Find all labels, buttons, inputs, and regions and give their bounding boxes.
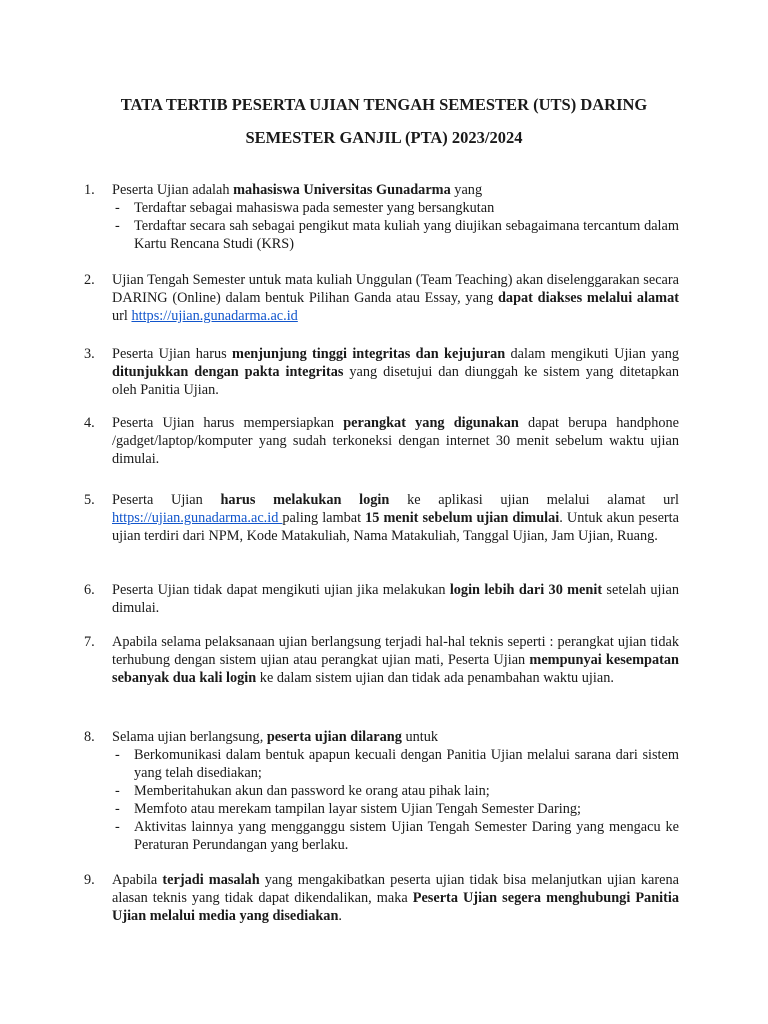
bold-text: perangkat yang digunakan [343,415,519,431]
dash-bullet: - [115,801,120,817]
bold-text: terjadi masalah [162,872,260,888]
bold-text: mahasiswa Universitas Gunadarma [233,182,451,198]
dash-bullet: - [115,218,120,234]
dash-bullet: - [115,200,120,216]
rule-number: 5. [84,492,95,508]
rule-text [112,871,679,925]
bold-text: Peserta Ujian segera menghubungi Panitia Ujian melalui media yang disediakan [112,890,680,924]
sub-list-item [112,199,679,217]
rule-item-5 [84,491,679,545]
rule-text [112,491,679,545]
sub-item-text: Berkomunikasi dalam bentuk apapun kecuali dengan Panitia Ujian melalui sarana dari sistem yang telah disediakan; [134,747,679,781]
plain-text: Peserta Ujian harus [112,346,233,362]
rule-number: 2. [84,272,95,288]
bold-text: login lebih dari 30 menit [449,582,603,598]
sub-item-text: Aktivitas lainnya yang mengganggu sistem Ujian Tengah Semester Daring yang mengacu ke Peraturan Perundangan yang berlaku. [134,819,679,853]
rule-text [112,414,679,468]
plain-text: . Untuk akun peserta ujian terdiri dari NPM, Kode Matakuliah, Nama Matakuliah, Tanggal Ujian, Jam Ujian, Ruang. [112,510,679,544]
bold-text: harus melakukan login [220,492,390,508]
title-line-2: SEMESTER GANJIL (PTA) 2023/2024 [245,128,523,147]
plain-text: ke dalam sistem ujian dan tidak ada penambahan waktu ujian. [256,670,614,686]
document-title [60,88,708,154]
rule-text [112,581,679,617]
rule-item-8 [84,728,679,854]
plain-text: yang disetujui dan diunggah ke sistem yang ditetapkan oleh Panitia Ujian. [112,364,679,398]
rule-number: 3. [84,346,95,362]
bold-text: dapat diakses melalui alamat [497,290,680,306]
rule-item-7 [84,633,680,687]
bold-text: mempunyai kesempatan sebanyak dua kali login [112,652,680,686]
plain-text: dalam mengikuti Ujian yang [505,346,680,362]
rule-text [112,181,679,199]
plain-text: yang [450,182,483,198]
rule-item-1 [84,181,679,253]
rule-text [112,345,679,399]
dash-bullet: - [115,819,120,835]
rule-item-2 [84,271,680,325]
sub-list-item [112,800,679,818]
plain-text: Apabila [112,872,163,888]
rule-text [112,633,679,687]
plain-text: dapat berupa handphone /gadget/laptop/komputer yang sudah terkoneksi dengan internet 30 menit sebelum waktu ujian dimulai. [112,415,679,467]
rule-number: 7. [84,634,95,650]
rule-item-3 [84,345,680,399]
rule-item-4 [84,414,679,468]
sub-list-item [112,818,679,854]
sub-item-text: Memfoto atau merekam tampilan layar sistem Ujian Tengah Semester Daring; [134,801,581,817]
bold-text: peserta ujian dilarang [266,729,402,745]
plain-text: Peserta Ujian [112,492,221,508]
plain-text: Peserta Ujian adalah [112,182,234,198]
title-line-1: TATA TERTIB PESERTA UJIAN TENGAH SEMESTER (UTS) DARING [120,95,648,114]
rule-number: 1. [84,182,95,198]
bold-text: 15 menit sebelum ujian dimulai [365,510,560,526]
plain-text: yang mengakibatkan peserta ujian tidak bisa melanjutkan ujian karena alasan teknis yang tidak dapat dikendalikan, maka [112,872,679,906]
sub-list-item [112,217,679,253]
plain-text: Selama ujian berlangsung, [112,729,267,745]
dash-bullet: - [115,783,120,799]
sub-list [112,199,679,253]
plain-text: ke aplikasi ujian melalui alamat url [389,492,679,508]
plain-text: . [338,908,342,924]
plain-text: paling lambat [282,510,366,526]
sub-item-text: Memberitahukan akun dan password ke orang atau pihak lain; [134,783,490,799]
bold-text: menjunjung tinggi integritas dan kejujuran [232,346,506,362]
rule-number: 9. [84,872,95,888]
sub-list [112,746,679,854]
rule-text [112,271,679,325]
rule-text [112,728,679,746]
exam-url-link[interactable]: https://ujian.gunadarma.ac.id [112,510,283,526]
plain-text: Peserta Ujian harus mempersiapkan [112,415,344,431]
sub-item-text: Terdaftar secara sah sebagai pengikut mata kuliah yang diujikan sebagaimana tercantum dalam Kartu Rencana Studi (KRS) [134,218,679,252]
plain-text: Peserta Ujian tidak dapat mengikuti ujian jika melakukan [112,582,450,598]
sub-list-item [112,782,679,800]
rule-number: 4. [84,415,95,431]
dash-bullet: - [115,747,120,763]
bold-text: ditunjukkan dengan pakta integritas [112,364,344,380]
rule-item-9 [84,871,680,925]
rule-number: 8. [84,729,95,745]
plain-text: untuk [401,729,439,745]
sub-list-item [112,746,679,782]
sub-item-text: Terdaftar sebagai mahasiswa pada semester yang bersangkutan [134,200,495,216]
plain-text: Ujian Tengah Semester untuk mata kuliah Unggulan (Team Teaching) akan diselenggarakan secara DARING (Online) dalam bentuk Pilihan Ganda atau Essay, yang [112,272,679,306]
plain-text: Apabila selama pelaksanaan ujian berlangsung terjadi hal-hal teknis seperti : perangkat ujian tidak terhubung dengan sistem ujian atau perangkat ujian mati, Peserta Ujian [112,634,679,668]
rule-number: 6. [84,582,95,598]
rule-item-6 [84,581,679,617]
plain-text: url [112,308,132,324]
exam-url-link[interactable]: https://ujian.gunadarma.ac.id [131,308,298,324]
plain-text: setelah ujian dimulai. [112,582,679,616]
